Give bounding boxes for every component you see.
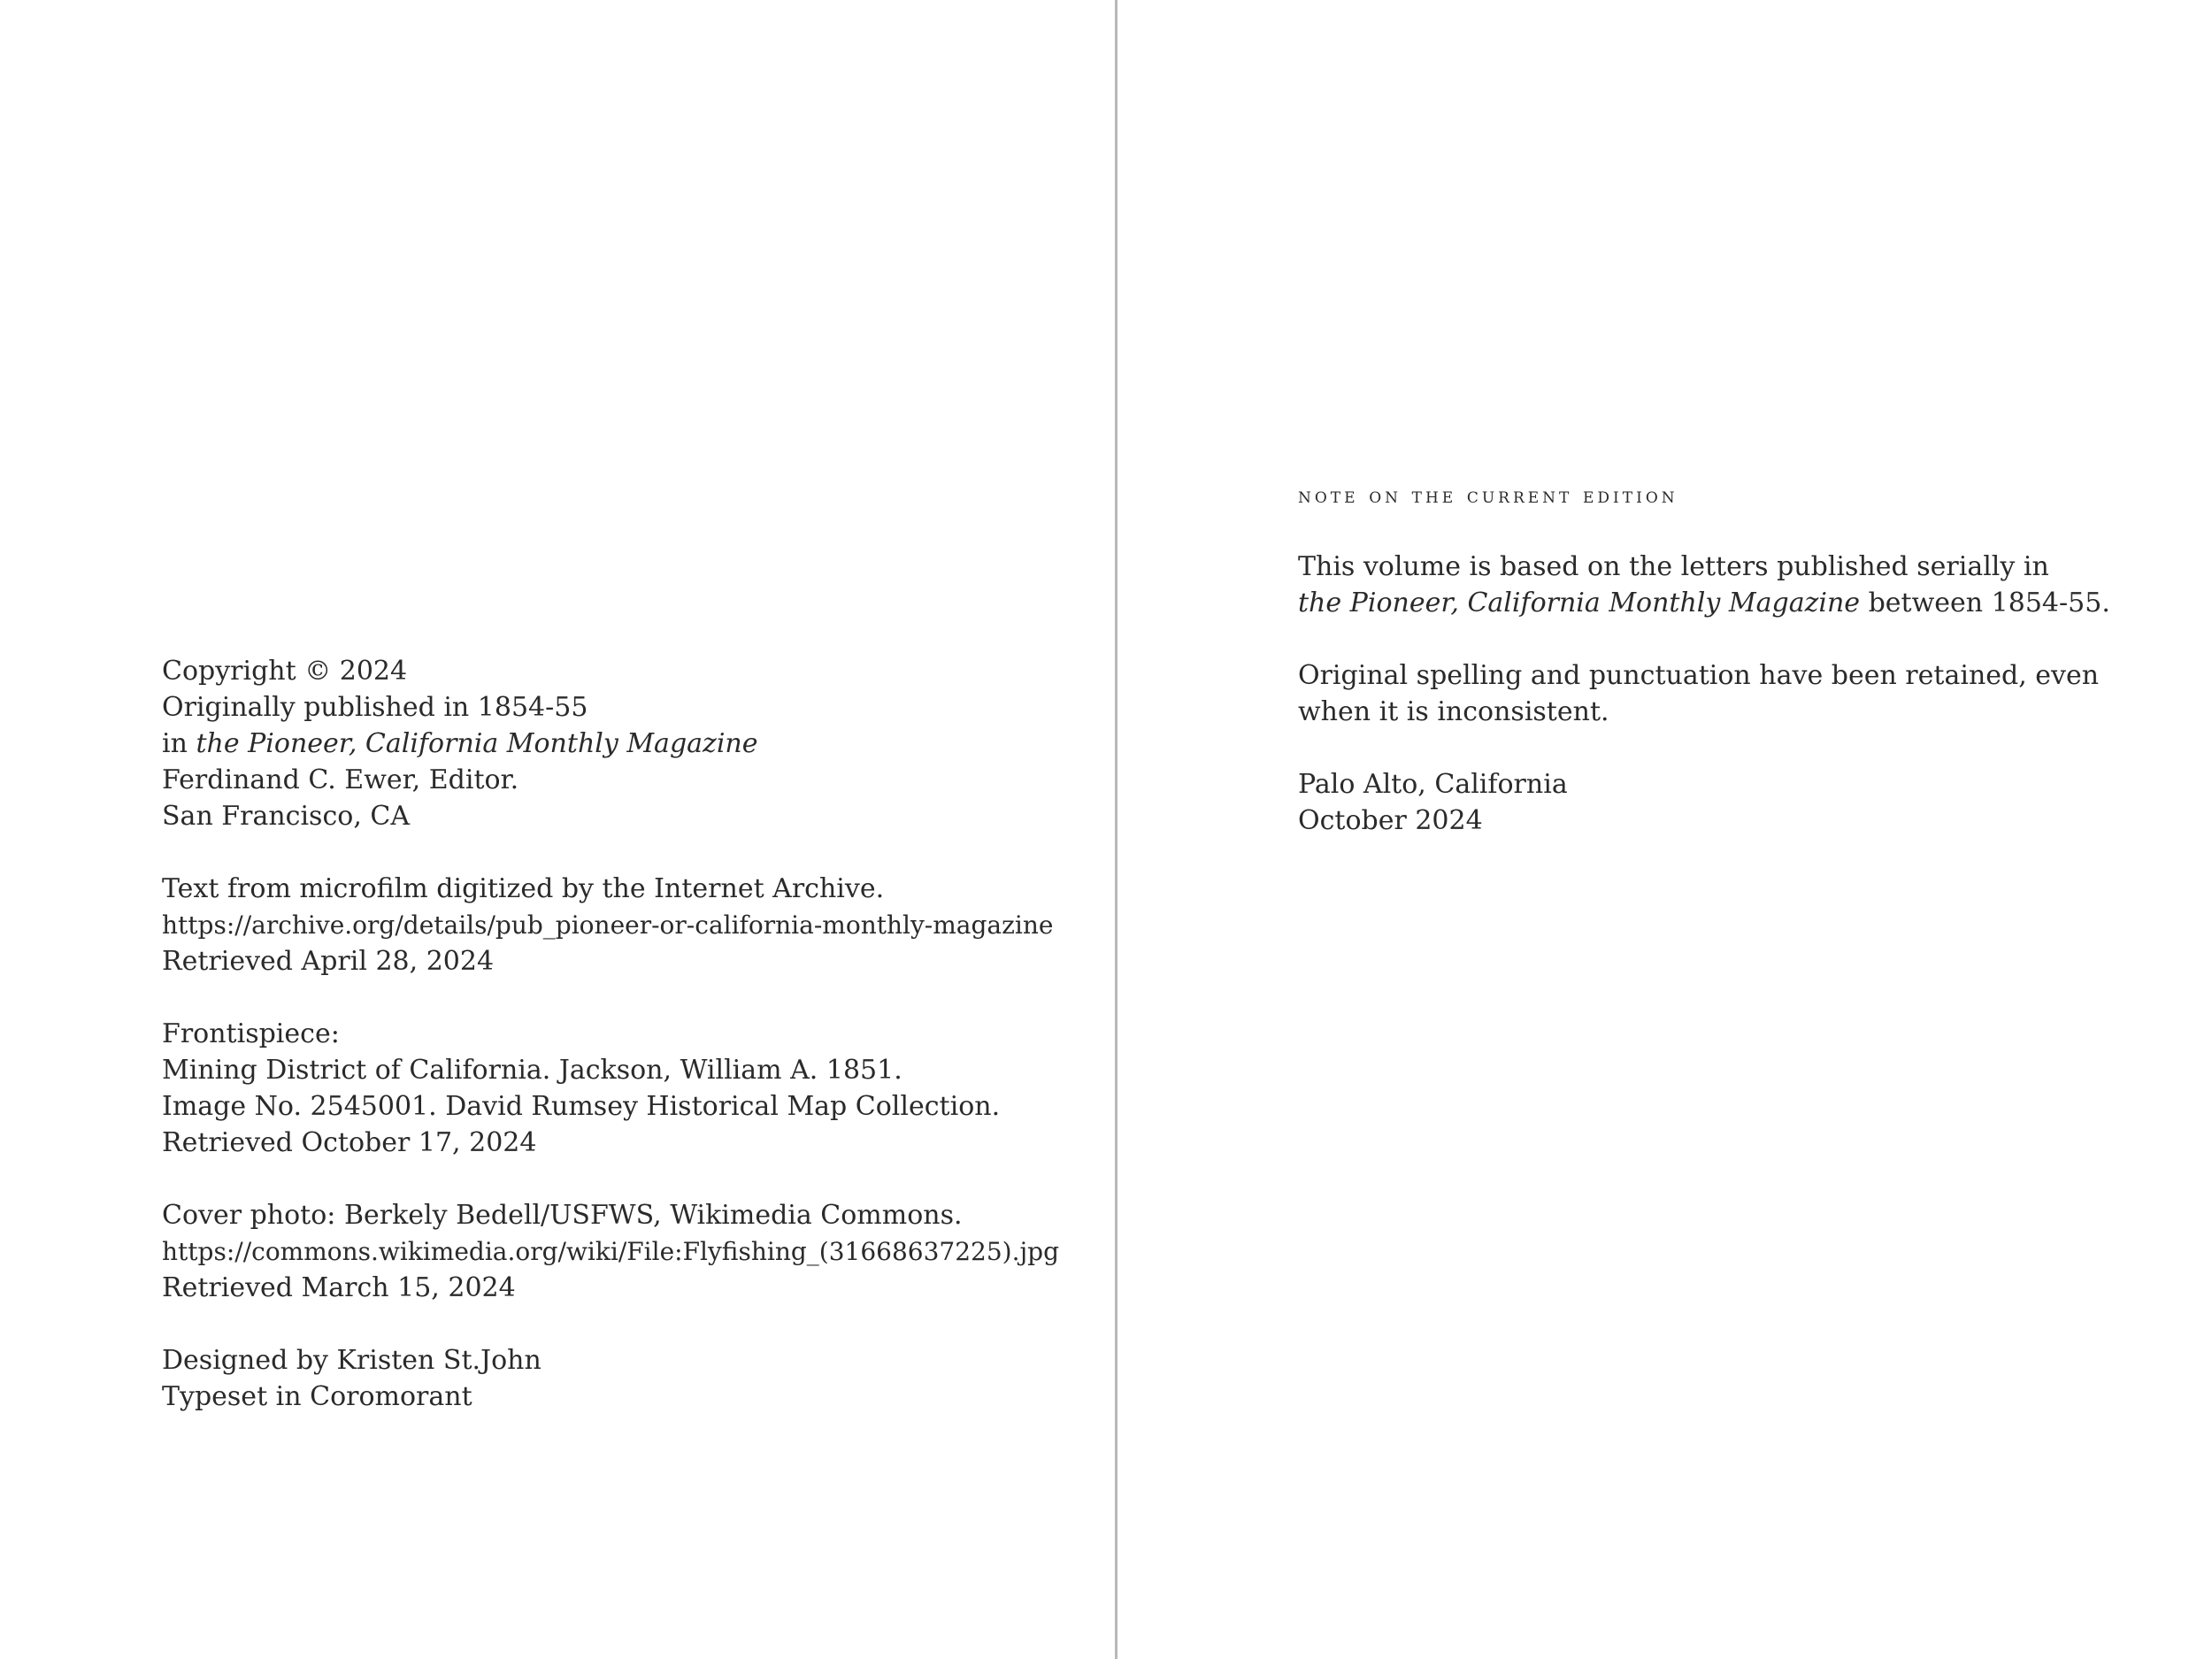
text-source-block	[162, 871, 1100, 979]
cover-photo-line: Cover photo: Berkely Bedell/USFWS, Wikimedia Commons.	[162, 1200, 963, 1231]
edition-paragraph-2-line-2: when it is inconsistent.	[1298, 696, 1609, 727]
designer-line: Designed by Kristen St.John	[162, 1345, 541, 1376]
archive-url: https://archive.org/details/pub_pioneer-or-california-monthly-magazine	[162, 910, 1054, 940]
magazine-title: the Pioneer, California Monthly Magazine	[196, 728, 758, 759]
originally-published-line: Originally published in 1854-55	[162, 692, 588, 723]
frontispiece-block	[162, 1016, 1100, 1161]
frontispiece-label: Frontispiece:	[162, 1018, 340, 1049]
date-range-suffix: between 1854-55.	[1860, 588, 2110, 618]
frontispiece-collection-line: Image No. 2545001. David Rumsey Historical Map Collection.	[162, 1091, 1001, 1122]
typeset-line: Typeset in Coromorant	[162, 1381, 472, 1412]
editor-line: Ferdinand C. Ewer, Editor.	[162, 764, 519, 795]
copyright-block	[162, 653, 1100, 834]
location-line: San Francisco, CA	[162, 801, 411, 832]
frontispiece-retrieved-line: Retrieved October 17, 2024	[162, 1127, 537, 1158]
edition-paragraph-1-line-1: This volume is based on the letters published serially in	[1298, 551, 2049, 582]
text-source-line: Text from microfilm digitized by the Internet Archive.	[162, 873, 885, 904]
cover-photo-block	[162, 1197, 1100, 1306]
copyright-line: Copyright © 2024	[162, 656, 408, 687]
edition-paragraph-2	[1298, 657, 2183, 730]
signoff-date: October 2024	[1298, 805, 1483, 836]
in-prefix: in	[162, 728, 196, 759]
page-gutter-divider	[1115, 0, 1118, 1659]
frontispiece-title-line: Mining District of California. Jackson, William A. 1851.	[162, 1055, 902, 1086]
magazine-title: the Pioneer, California Monthly Magazine	[1298, 588, 1861, 618]
copyright-page	[162, 653, 1100, 1415]
edition-paragraph-1	[1298, 549, 2183, 621]
text-retrieved-line: Retrieved April 28, 2024	[162, 946, 495, 977]
edition-note-page	[1298, 478, 2183, 839]
edition-note-heading: note on the current edition	[1298, 483, 1678, 508]
signoff-block	[1298, 766, 2183, 839]
cover-retrieved-line: Retrieved March 15, 2024	[162, 1272, 516, 1303]
cover-photo-url: https://commons.wikimedia.org/wiki/File:Flyfishing_(31668637225).jpg	[162, 1237, 1060, 1266]
edition-paragraph-1-line-2	[1298, 585, 2183, 621]
edition-paragraph-2-line-1: Original spelling and punctuation have been retained, even	[1298, 660, 2100, 691]
magazine-line	[162, 726, 1100, 762]
signoff-place: Palo Alto, California	[1298, 769, 1568, 800]
design-block	[162, 1342, 1100, 1415]
